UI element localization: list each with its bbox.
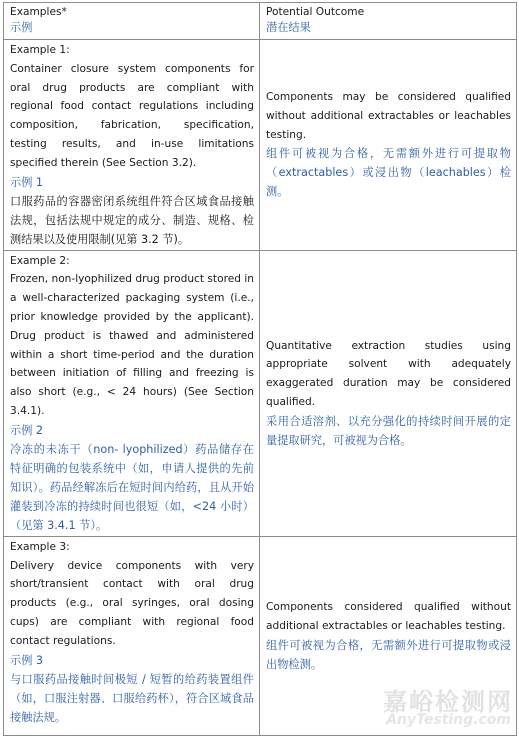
- outcome-cell: [260, 250, 517, 536]
- example-title-zh: 示例 2: [10, 423, 44, 437]
- outcome-zh: 组件可被视为合格，无需额外进行可提取物（extractables）或浸出物（leachables）检测。: [266, 147, 511, 199]
- outcome-en: Quantitative extraction studies using appropriate solvent with adequately exaggerated duration may be considered qualified.: [266, 339, 511, 408]
- header-outcome: [260, 3, 517, 40]
- outcome-en: Components considered qualified without additional extractables or leachables testing.: [266, 600, 511, 632]
- watermark-text-zh: 嘉峪检测网: [383, 688, 513, 716]
- example-body-en: Frozen, non-lyophilized drug product stored in a well-characterized packaging system (i.e., prior knowledge provided by the applicant). Drug product is thawed and administered within a short time-period and the duration between initiation of filling and freezing is also short (e.g., < 24 hours) (See Section 3.4.1).: [10, 273, 254, 417]
- outcome-zh: 采用合适溶剂、以充分强化的持续时间开展的定量提取研究，可被视为合格。: [266, 414, 511, 447]
- outcome-zh: 组件可被视为合格，无需额外进行可提取物或浸出物检测。: [266, 638, 511, 671]
- example-title-en: Example 1:: [10, 44, 70, 56]
- table-row: [4, 250, 517, 536]
- outcome-en: Components may be considered qualified without additional extractables or leachables testing.: [266, 91, 511, 141]
- header-examples-zh: 示例: [10, 21, 33, 34]
- example-body-zh: 口服药品的容器密闭系统组件符合区域食品接触法规，包括法规中规定的成分、制造、规格、检测结果以及使用限制(见第 3.2 节)。: [10, 194, 254, 246]
- header-examples-en: Examples*: [10, 6, 67, 18]
- table-row: [4, 40, 517, 251]
- example-cell: [4, 40, 260, 251]
- document-page: [3, 2, 516, 735]
- header-outcome-en: Potential Outcome: [266, 6, 365, 18]
- example-body-en: Delivery device components with very short/transient contact with oral drug products (e.g., oral syringes, oral dosing cups) are compliant with regional food contact regulations.: [10, 559, 254, 647]
- watermark-logo: [343, 682, 513, 734]
- examples-outcome-table: [3, 2, 517, 736]
- table-header-row: [4, 3, 517, 40]
- example-body-zh: 冷冻的未冻干（non- lyophilized）药品储存在特征明确的包装系统中（如，申请人提供的先前知识）。药品经解冻后在短时间内给药，且从开始灌装到冷冻的持续时间也很短（如，<24 小时）（见第 3.4.1 节）。: [10, 442, 254, 532]
- example-title-zh: 示例 1: [10, 175, 44, 189]
- outcome-cell: [260, 40, 517, 251]
- example-cell: [4, 536, 260, 735]
- example-cell: [4, 250, 260, 536]
- example-body-en: Container closure system components for oral drug products are compliant with regional food contact regulations including composition, fabrication, specification, testing results, and in-use limitations specified therein (See Section 3.2).: [10, 62, 254, 169]
- example-title-zh: 示例 3: [10, 653, 44, 667]
- example-title-en: Example 2:: [10, 254, 70, 267]
- header-outcome-zh: 潜在结果: [266, 21, 311, 34]
- header-examples: [4, 3, 260, 40]
- watermark-text-en: AnyTesting.com: [386, 712, 511, 728]
- example-title-en: Example 3:: [10, 540, 70, 553]
- example-body-zh: 与口服药品接触时间极短 / 短暂的给药装置组件（如，口服注射器、口服给药杯），符合区域食品接触法规。: [10, 672, 254, 724]
